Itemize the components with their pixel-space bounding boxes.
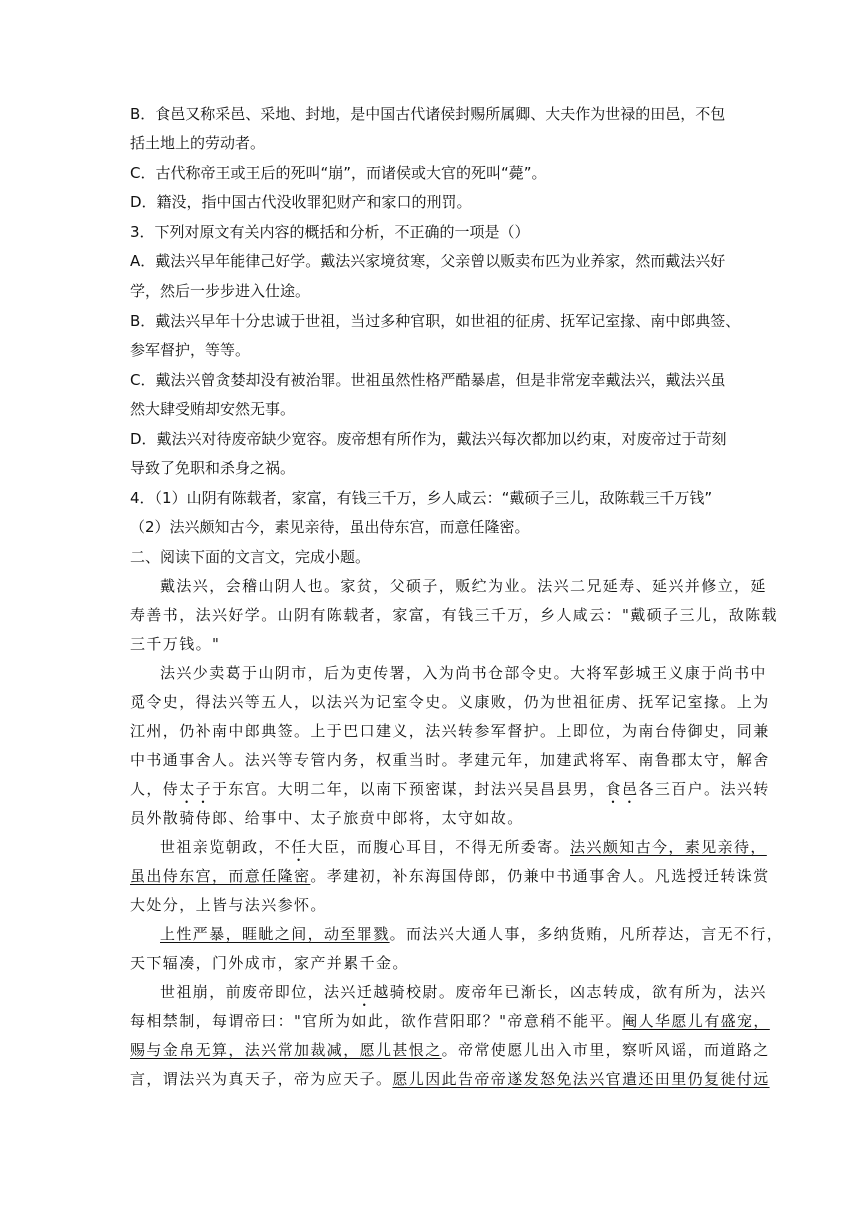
text-run: 每相禁制，每谓帝曰："官所为如此，欲作营阳耶？"帝意稍不能平。 [130,1012,623,1030]
q3-option-c-line-1: C．戴法兴曾贪婪却没有被治罪。世祖虽然性格严酷暴虐，但是非常宠幸戴法兴，戴法兴虽 [130,371,726,389]
q3-option-a-line-1: A．戴法兴早年能律己好学。戴法兴家境贫寒，父亲曾以贩卖布匹为业养家，然而戴法兴好 [130,252,726,270]
passage-p5-line-2 [130,1011,770,1031]
passage-p3-line-3: 大处分，上皆与法兴参怀。 [130,896,327,914]
option-b-line-2: 括土地上的劳动者。 [130,134,266,152]
question-4-item-2: （2）法兴颇知古今，素见亲待，虽出侍东宫，而意任隆密。 [130,518,530,536]
text-run: 越骑校尉。废帝年已渐长，凶志转成，欲有所为，法兴 [373,983,767,1001]
text-run: 世祖亲览朝政，不 [160,838,292,856]
emphasized-word: 太子 [179,780,213,798]
passage-p1-line-3: 三千万钱。" [130,635,221,653]
passage-p4-line-1 [160,924,784,944]
passage-p2-line-6: 员外散骑侍郎、给事中、太子旅贲中郎将，太守如故。 [130,809,524,827]
q3-option-c-line-2: 然大肆受贿却安然无事。 [130,400,296,418]
q3-option-d-line-1: D．戴法兴对待废帝缺少宽容。废帝想有所作为，戴法兴每次都加以约束，对废帝过于苛刻 [130,430,727,448]
underlined-sentence: 法兴颇知古今，素见亲待， [570,838,767,856]
underlined-sentence: 赐与金帛无算，法兴常加裁减，愿儿甚恨之 [130,1041,442,1059]
passage-p2-line-5 [130,779,770,807]
option-b-line-1 [130,104,732,124]
passage-p5-line-3 [130,1040,770,1060]
section-2-heading: 二、阅读下面的文言文，完成小题。 [130,548,371,566]
passage-p5-line-1 [160,982,767,1010]
option-d: D．籍没，指中国古代没收罪犯财产和家口的刑罚。 [130,193,472,211]
text-run: 。帝常使愿儿出入市里，察听风谣，而道路之 [441,1041,770,1059]
text-run: 言，谓法兴为真天子，帝为应天子。 [130,1070,393,1088]
option-b-text: B．食邑又称采邑、采地、封地，是中国古代诸侯封赐所属卿、大夫作为世禄的田邑，不包 [130,105,726,123]
passage-p2-line-4: 中书通事舍人。法兴等专管内务，权重当时。孝建元年，加建武将军、南鲁郡太守，解舍 [130,751,770,769]
question-4-item-1: 4．（1）山阴有陈载者，家富，有钱三千万，乡人咸云：“戴硕子三儿，敌陈载三千万钱” [130,489,713,507]
underlined-sentence: 愿儿因此告帝帝遂发怒免法兴官遣还田里仍复徙付远 [392,1070,770,1088]
underlined-sentence: 阉人华愿儿有盛宠， [622,1012,770,1030]
option-c: C．古代称帝王或王后的死叫“崩”，而诸侯或大官的死叫“薨”。 [130,164,547,182]
text-run: 各三百户。法兴转 [638,780,770,798]
question-3-stem: 3．下列对原文有关内容的概括和分析，不正确的一项是（） [130,223,530,241]
passage-p5-line-4 [130,1069,770,1089]
emphasized-word: 迁 [356,983,374,1001]
passage-p3-line-1 [160,837,767,865]
passage-p2-line-2: 觅令史，得法兴等五人，以法兴为记室令史。义康败，仍为世祖征虏、抚军记室掾。上为 [130,693,770,711]
text-run: 世祖崩，前废帝即位，法兴 [160,983,357,1001]
passage-p2-line-3: 江州，仍补南中郎典签。上于巴口建义，法兴转参军督护。上即位，为南台侍御史，同兼 [130,722,770,740]
text-run: 于东宫。大明二年，以南下预密谋，封法兴吴昌县男， [212,780,606,798]
q3-option-d-line-2: 导致了免职和杀身之祸。 [130,459,296,477]
q3-option-a-line-2: 学，然后一步步进入仕途。 [130,282,311,300]
q3-option-b-line-1: B．戴法兴早年十分忠诚于世祖，当过多种官职，如世祖的征虏、抚军记室掾、南中郎典签、 [130,312,741,330]
text-run: 人，侍 [130,780,180,798]
underlined-sentence: 上性严暴，睚眦之间，动至罪戮 [160,925,390,943]
passage-p1-line-1: 戴法兴，会稽山阴人也。家贫，父硕子，贩纻为业。法兴二兄延寿、延兴并修立，延 [160,577,767,595]
passage-p2-line-1: 法兴少卖葛于山阴市，后为吏传署，入为尚书仓部令史。大将军彭城王义康于尚书中 [160,664,767,682]
text-run: 。孝建初，补东海国侍郎，仍兼中书通事舍人。凡选授迁转诛赏 [310,867,770,885]
emphasized-word: 任 [291,838,308,856]
q3-option-b-line-2: 参军督护，等等。 [130,341,251,359]
text-run: 大臣，而腹心耳目，不得无所委寄。 [307,838,571,856]
passage-p1-line-2: 寿善书，法兴好学。山阴有陈载者，家富，有钱三千万，乡人咸云："戴硕子三儿，敌陈载 [130,606,778,624]
underlined-sentence: 虽出侍东宫，而意任隆密 [130,867,311,885]
text-run: 。而法兴大通人事，多纳货贿，凡所荐达，言无不行， [389,925,784,943]
emphasized-word: 食邑 [605,780,639,798]
passage-p3-line-2 [130,866,770,886]
passage-p4-line-2: 天下辐凑，门外成市，家产并累千金。 [130,954,409,972]
